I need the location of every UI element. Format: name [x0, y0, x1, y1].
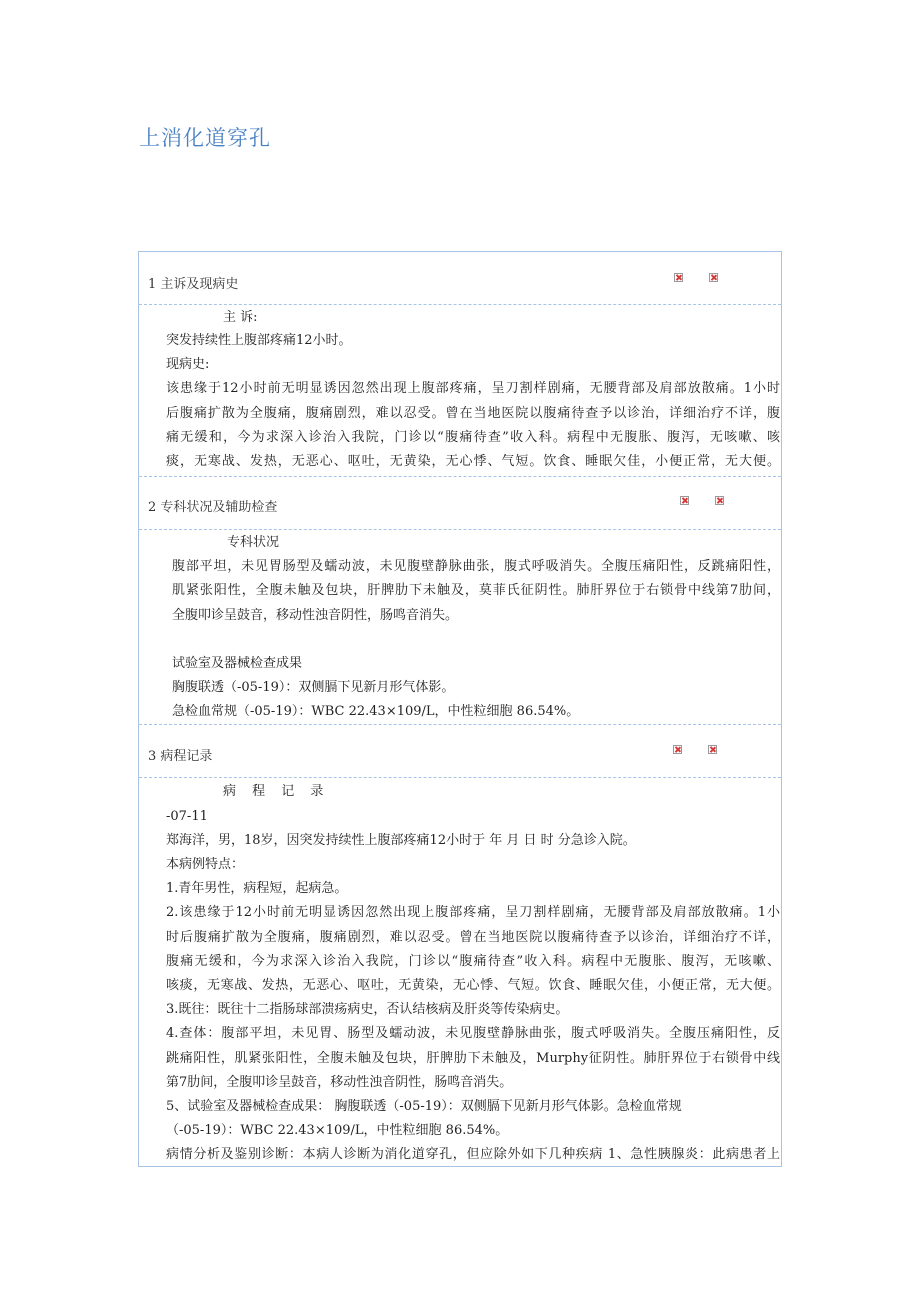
- text-line: 专科状况: [227, 535, 280, 550]
- text-line: 第7肋间，全腹叩诊呈鼓音，移动性浊音阴性，肠鸣音消失。: [166, 1075, 513, 1090]
- section-header: [139, 254, 781, 305]
- text-line: 痛无缓和，今为求深入诊治入我院，门诊以“腹痛待查”收入科。病程中无腹胀、腹泻，无咳嗽、咳: [166, 430, 780, 445]
- section-heading: 2 专科状况及辅助检查: [148, 500, 278, 515]
- text-line: 现病史:: [166, 357, 210, 372]
- text-line: 时后腹痛扩散为全腹痛，腹痛剧烈，难以忍受。曾在当地医院以腹痛待查予以诊治，详细治疗不详，: [166, 930, 780, 945]
- broken-image-icon: [709, 273, 718, 282]
- section-header: [139, 724, 781, 778]
- text-line: 跳痛阳性，肌紧张阳性，全腹未触及包块，肝脾肋下未触及，Murphy征阴性。肺肝界位于右锁骨中线: [166, 1051, 780, 1066]
- record-table: [138, 251, 782, 1167]
- text-line: 该患缘于12小时前无明显诱因忽然出现上腹部疼痛，呈刀割样剧痛，无腰背部及肩部放散痛。1小时: [166, 381, 780, 396]
- text-line: 试验室及器械检查成果: [172, 656, 303, 671]
- text-line: 突发持续性上腹部疼痛12小时。: [166, 333, 352, 348]
- text-line: 急检血常规（-05-19）：WBC 22.43×109/L，中性粒细胞 86.54%。: [172, 704, 580, 719]
- text-line: 咳痰，无寒战、发热，无恶心、呕吐，无黄染，无心悸、气短。饮食、睡眠欠佳，小便正常，无大便。: [166, 978, 780, 993]
- page-title: 上消化道穿孔: [139, 126, 271, 150]
- text-line: （-05-19）：WBC 22.43×109/L，中性粒细胞 86.54%。: [166, 1123, 509, 1138]
- text-line: 后腹痛扩散为全腹痛，腹痛剧烈，难以忍受。曾在当地医院以腹痛待查予以诊治，详细治疗不详，腹: [166, 406, 780, 421]
- text-line: 郑海洋，男，18岁，因突发持续性上腹部疼痛12小时于 年 月 日 时 分急诊入院。: [166, 833, 636, 848]
- text-line: 病情分析及鉴别诊断：本病人诊断为消化道穿孔，但应除外如下几种疾病 1、急性胰腺炎：此病患者上: [166, 1147, 780, 1162]
- section-header: [139, 476, 781, 530]
- text-line: 3.既往：既往十二指肠球部溃疡病史，否认结核病及肝炎等传染病史。: [166, 1002, 569, 1017]
- text-line: -07-11: [166, 809, 208, 824]
- text-line: 4.查体：腹部平坦，未见胃、肠型及蠕动波，未见腹壁静脉曲张，腹式呼吸消失。全腹压痛阳性，反: [166, 1026, 780, 1041]
- text-line: 胸腹联透（-05-19）：双侧膈下见新月形气体影。: [172, 680, 455, 695]
- text-line: 腹部平坦，未见胃肠型及蠕动波，未见腹壁静脉曲张，腹式呼吸消失。全腹压痛阳性，反跳痛阳性，: [172, 559, 780, 574]
- broken-image-icon: [674, 273, 683, 282]
- text-line: 腹痛无缓和，今为求深入诊治入我院，门诊以“腹痛待查”收入科。病程中无腹胀、腹泻，无咳嗽、: [166, 954, 780, 969]
- text-line: 病 程 记 录: [223, 784, 330, 799]
- text-line: 痰，无寒战、发热，无恶心、呕吐，无黄染，无心悸、气短。饮食、睡眠欠佳，小便正常，无大便。: [166, 454, 780, 469]
- broken-image-icon: [708, 745, 717, 754]
- text-line: 本病例特点：: [166, 857, 245, 872]
- text-line: 5、试验室及器械检查成果： 胸腹联透（-05-19）：双侧膈下见新月形气体影。急检血常规: [166, 1099, 682, 1114]
- text-line: 1.青年男性，病程短，起病急。: [166, 881, 348, 896]
- broken-image-icon: [715, 496, 724, 505]
- text-line: 肌紧张阳性，全腹未触及包块，肝脾肋下未触及，莫菲氏征阴性。肺肝界位于右锁骨中线第7肋间，: [172, 583, 780, 598]
- broken-image-icon: [680, 496, 689, 505]
- text-line: 2.该患缘于12小时前无明显诱因忽然出现上腹部疼痛，呈刀割样剧痛，无腰背部及肩部放散痛。1小: [166, 905, 780, 920]
- text-line: 主 诉:: [223, 310, 258, 325]
- text-line: 全腹叩诊呈鼓音，移动性浊音阴性，肠鸣音消失。: [172, 608, 459, 623]
- section-heading: 3 病程记录: [148, 749, 213, 764]
- section-heading: 1 主诉及现病史: [148, 277, 239, 292]
- broken-image-icon: [673, 745, 682, 754]
